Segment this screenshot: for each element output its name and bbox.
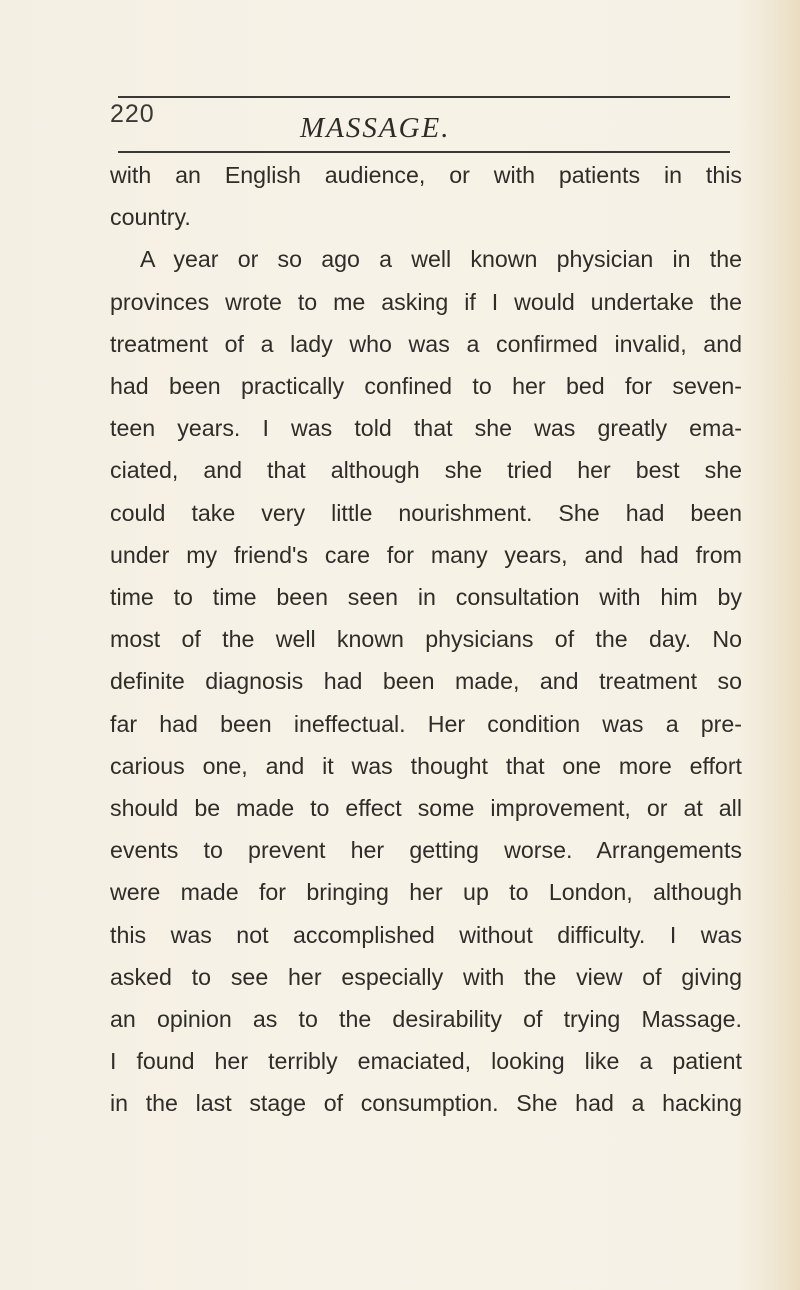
text-line: far had been ineffectual. Her condition was a pre-: [110, 710, 742, 737]
running-head: MASSAGE.: [300, 112, 451, 144]
text-line: country.: [110, 204, 191, 231]
text-line: ciated, and that although she tried her best she: [110, 457, 742, 484]
text-line: an opinion as to the desirability of trying Massage.: [110, 1006, 742, 1033]
text-line: teen years. I was told that she was greatly ema-: [110, 415, 742, 442]
text-line: should be made to effect some improvement, or at all: [110, 795, 742, 822]
text-line: time to time been seen in consultation with him by: [110, 584, 742, 611]
text-line: A year or so ago a well known physician in the: [140, 246, 742, 273]
text-line: with an English audience, or with patients in this: [110, 162, 742, 188]
text-line: treatment of a lady who was a confirmed invalid, and: [110, 330, 742, 357]
text-line: this was not accomplished without difficulty. I was: [110, 921, 742, 948]
text-line: most of the well known physicians of the day. No: [110, 626, 742, 653]
page-number: 220: [110, 100, 155, 128]
text-line: were made for bringing her up to London, although: [110, 879, 742, 906]
text-line: asked to see her especially with the view of giving: [110, 963, 742, 990]
text-line: under my friend's care for many years, and had from: [110, 541, 742, 568]
text-line: provinces wrote to me asking if I would undertake the: [110, 288, 742, 315]
text-line: carious one, and it was thought that one more effort: [110, 752, 742, 779]
header-rule-top: [118, 96, 730, 98]
text-line: events to prevent her getting worse. Arrangements: [110, 837, 742, 864]
text-line: definite diagnosis had been made, and treatment so: [110, 668, 742, 695]
text-line: in the last stage of consumption. She had a hacking: [110, 1090, 742, 1117]
body-text: [110, 154, 742, 1125]
text-line: had been practically confined to her bed for seven-: [110, 373, 742, 400]
text-line: I found her terribly emaciated, looking like a patient: [110, 1048, 742, 1075]
text-line: could take very little nourishment. She had been: [110, 499, 742, 526]
header-rule-bottom: [118, 151, 730, 153]
